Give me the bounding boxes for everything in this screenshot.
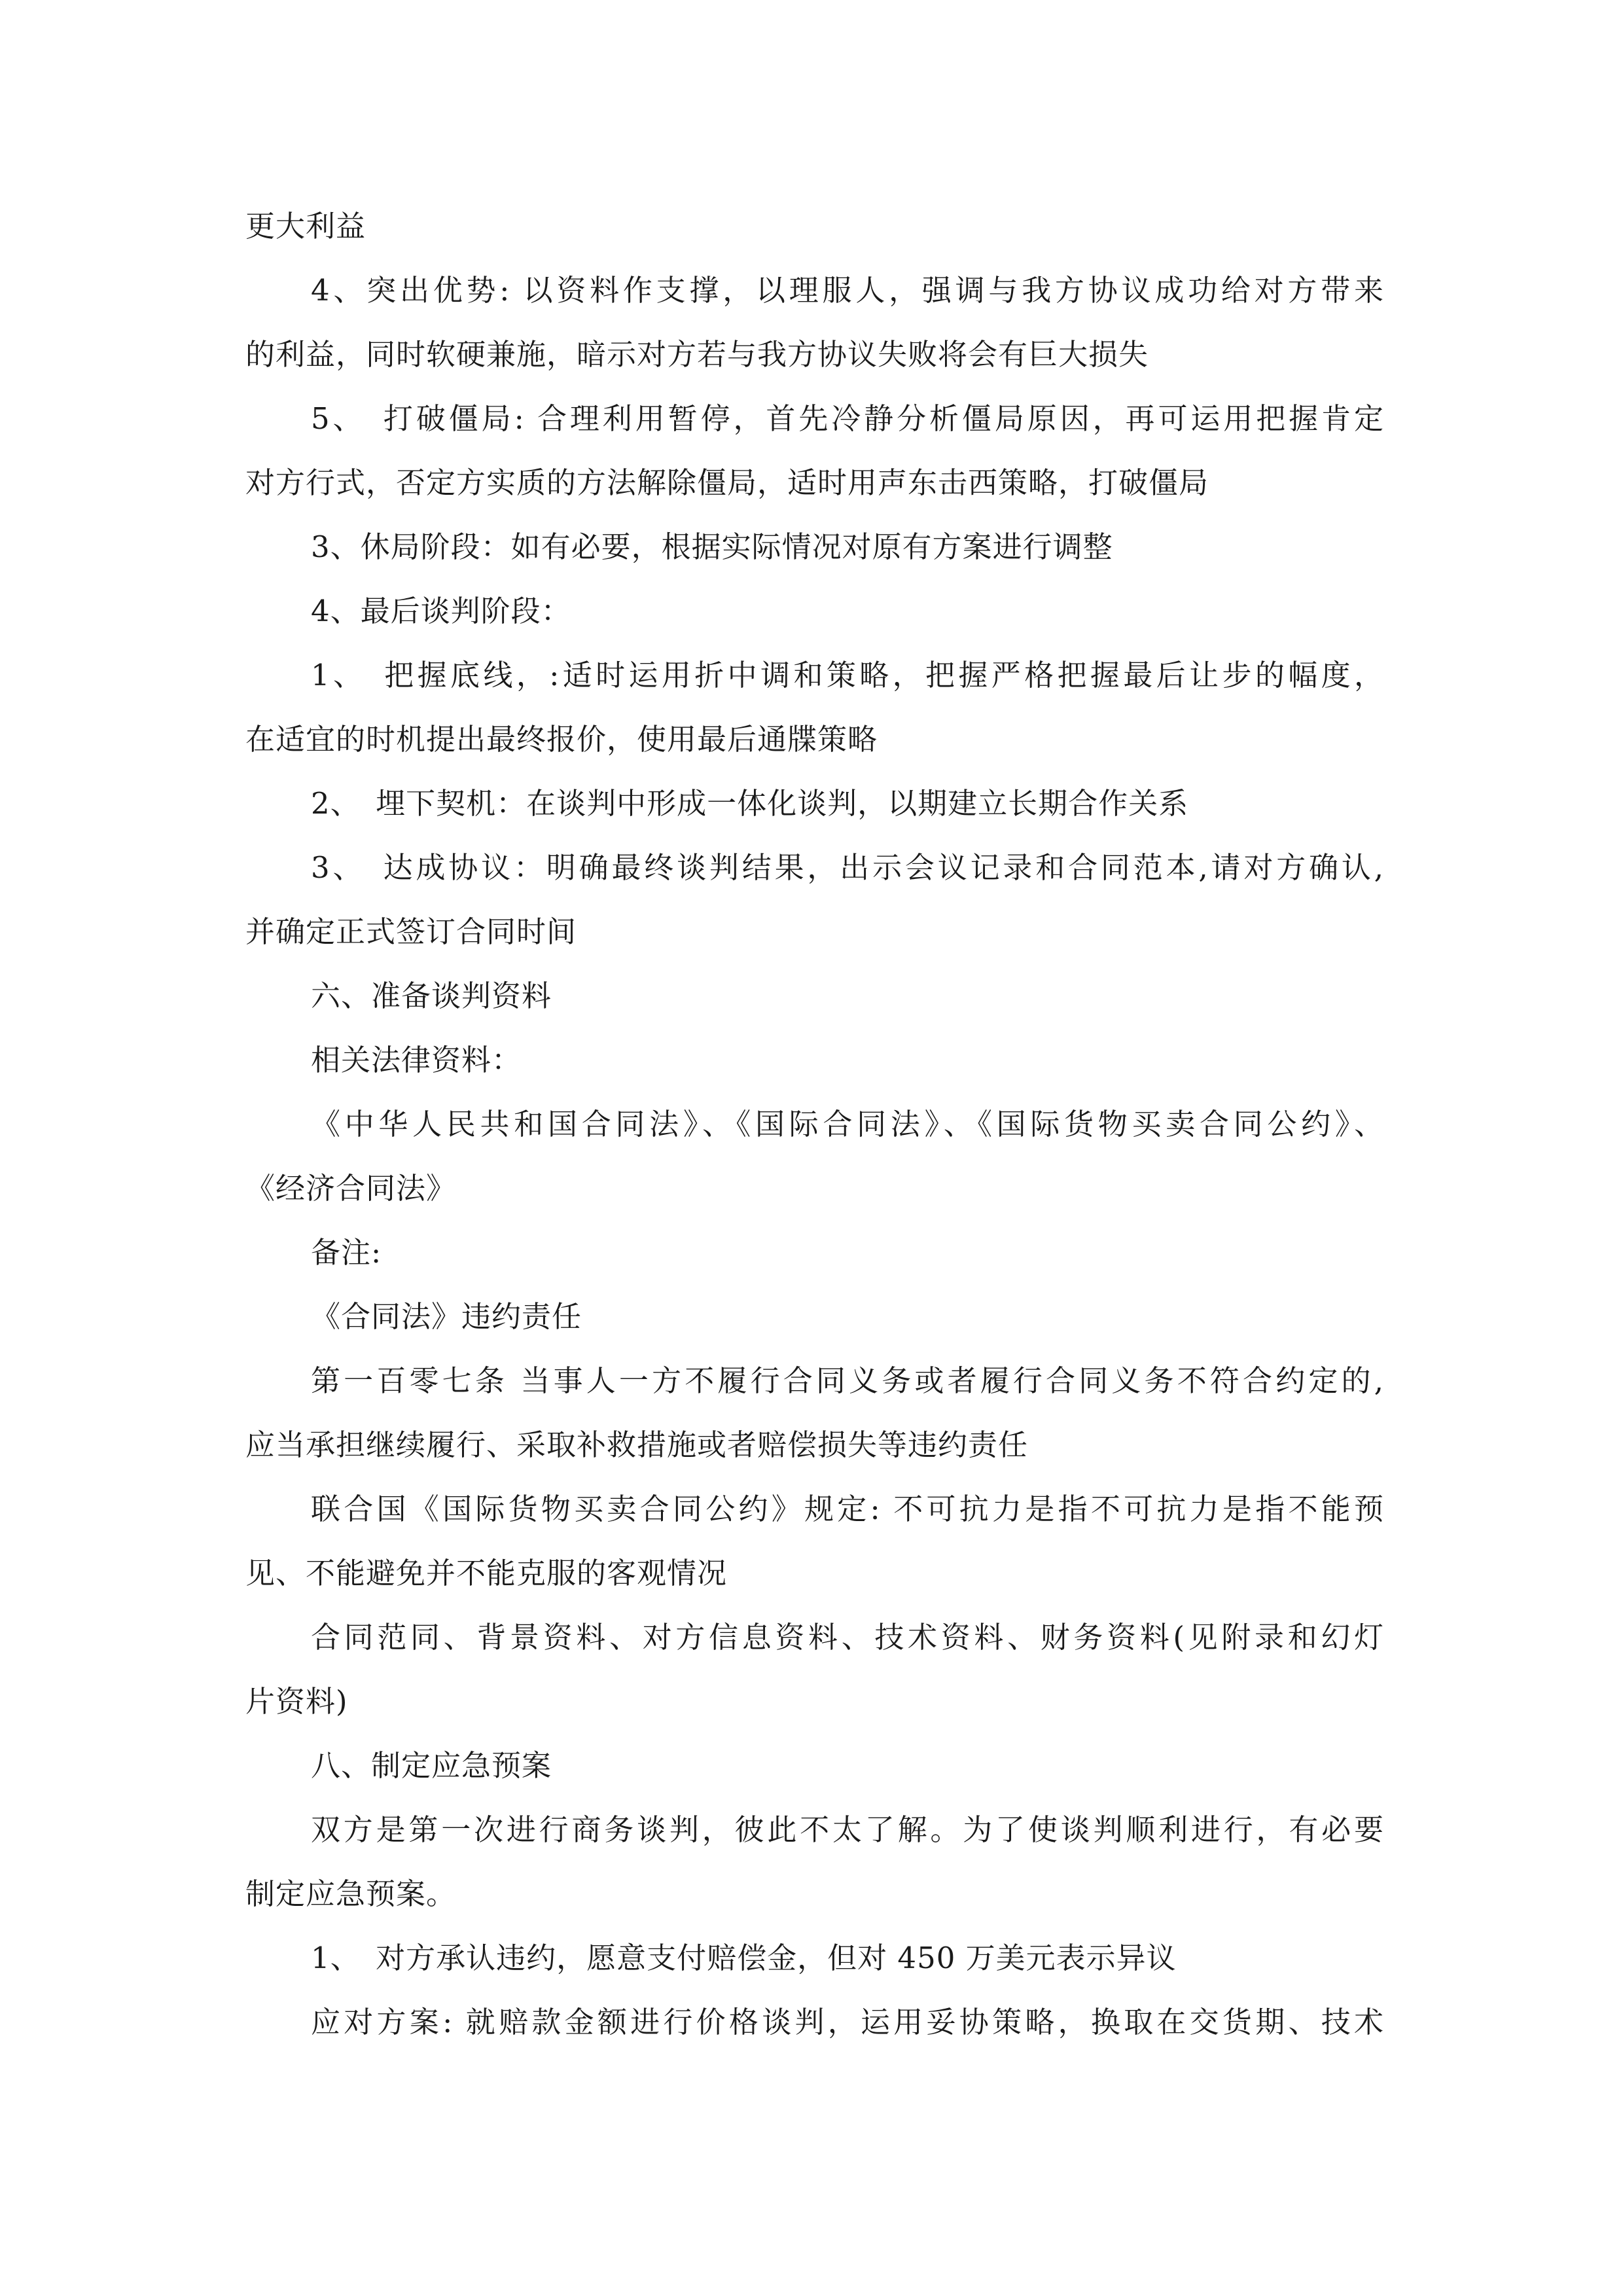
text-line: 应对方案: 就赔款金额进行价格谈判，运用妥协策略，换取在交货期、技术 (311, 2005, 1384, 2039)
text-line: 双方是第一次进行商务谈判，彼此不太了解。为了使谈判顺利进行，有必要 (311, 1812, 1384, 1847)
text-line: 的利益，同时软硬兼施，暗示对方若与我方协议失败将会有巨大损失 (245, 337, 1149, 372)
text-line: 合同范同、背景资料、对方信息资料、技术资料、财务资料(见附录和幻灯 (311, 1620, 1384, 1655)
text-line: 2、 埋下契机：在谈判中形成一体化谈判，以期建立长期合作关系 (311, 786, 1189, 821)
text-line: 第一百零七条 当事人一方不履行合同义务或者履行合同义务不符合约定的, (311, 1363, 1384, 1398)
text-line: 对方行式，否定方实质的方法解除僵局，适时用声东击西策略，打破僵局 (245, 465, 1209, 500)
text-line: 并确定正式签订合同时间 (245, 914, 577, 949)
section-heading: 八、制定应急预案 (311, 1748, 552, 1783)
text-line: 3、休局阶段：如有必要，根据实际情况对原有方案进行调整 (311, 529, 1113, 564)
text-line: 《合同法》违约责任 (311, 1299, 582, 1334)
text-line: 《中华人民共和国合同法》、《国际合同法》、《国际货物买卖合同公约》、 (311, 1107, 1384, 1141)
text-line: 制定应急预案。 (245, 1876, 457, 1911)
text-line: 备注: (311, 1235, 382, 1270)
text-line: 见、不能避免并不能克服的客观情况 (245, 1556, 728, 1590)
text-line: 片资料) (245, 1684, 348, 1719)
text-line: 更大利益 (245, 209, 366, 243)
text-line: 在适宜的时机提出最终报价，使用最后通牒策略 (245, 722, 878, 757)
section-heading: 六、准备谈判资料 (311, 978, 552, 1013)
text-line: 1、 对方承认违约，愿意支付赔偿金，但对 450 万美元表示异议 (311, 1941, 1177, 1975)
text-line: 4、最后谈判阶段： (311, 594, 571, 628)
text-line: 5、 打破僵局: 合理利用暂停，首先冷静分析僵局原因，再可运用把握肯定 (311, 401, 1384, 436)
text-line: 《经济合同法》 (245, 1171, 457, 1206)
text-line: 1、 把握底线，:适时运用折中调和策略，把握严格把握最后让步的幅度， (311, 658, 1384, 692)
text-line: 3、 达成协议：明确最终谈判结果，出示会议记录和合同范本,请对方确认, (311, 850, 1384, 885)
text-line: 应当承担继续履行、采取补救措施或者赔偿损失等违约责任 (245, 1427, 1029, 1462)
text-line: 4、突出优势: 以资料作支撑，以理服人，强调与我方协议成功给对方带来 (311, 273, 1384, 308)
text-line: 相关法律资料： (311, 1043, 522, 1077)
text-line: 联合国《国际货物买卖合同公约》规定: 不可抗力是指不可抗力是指不能预 (311, 1492, 1384, 1526)
